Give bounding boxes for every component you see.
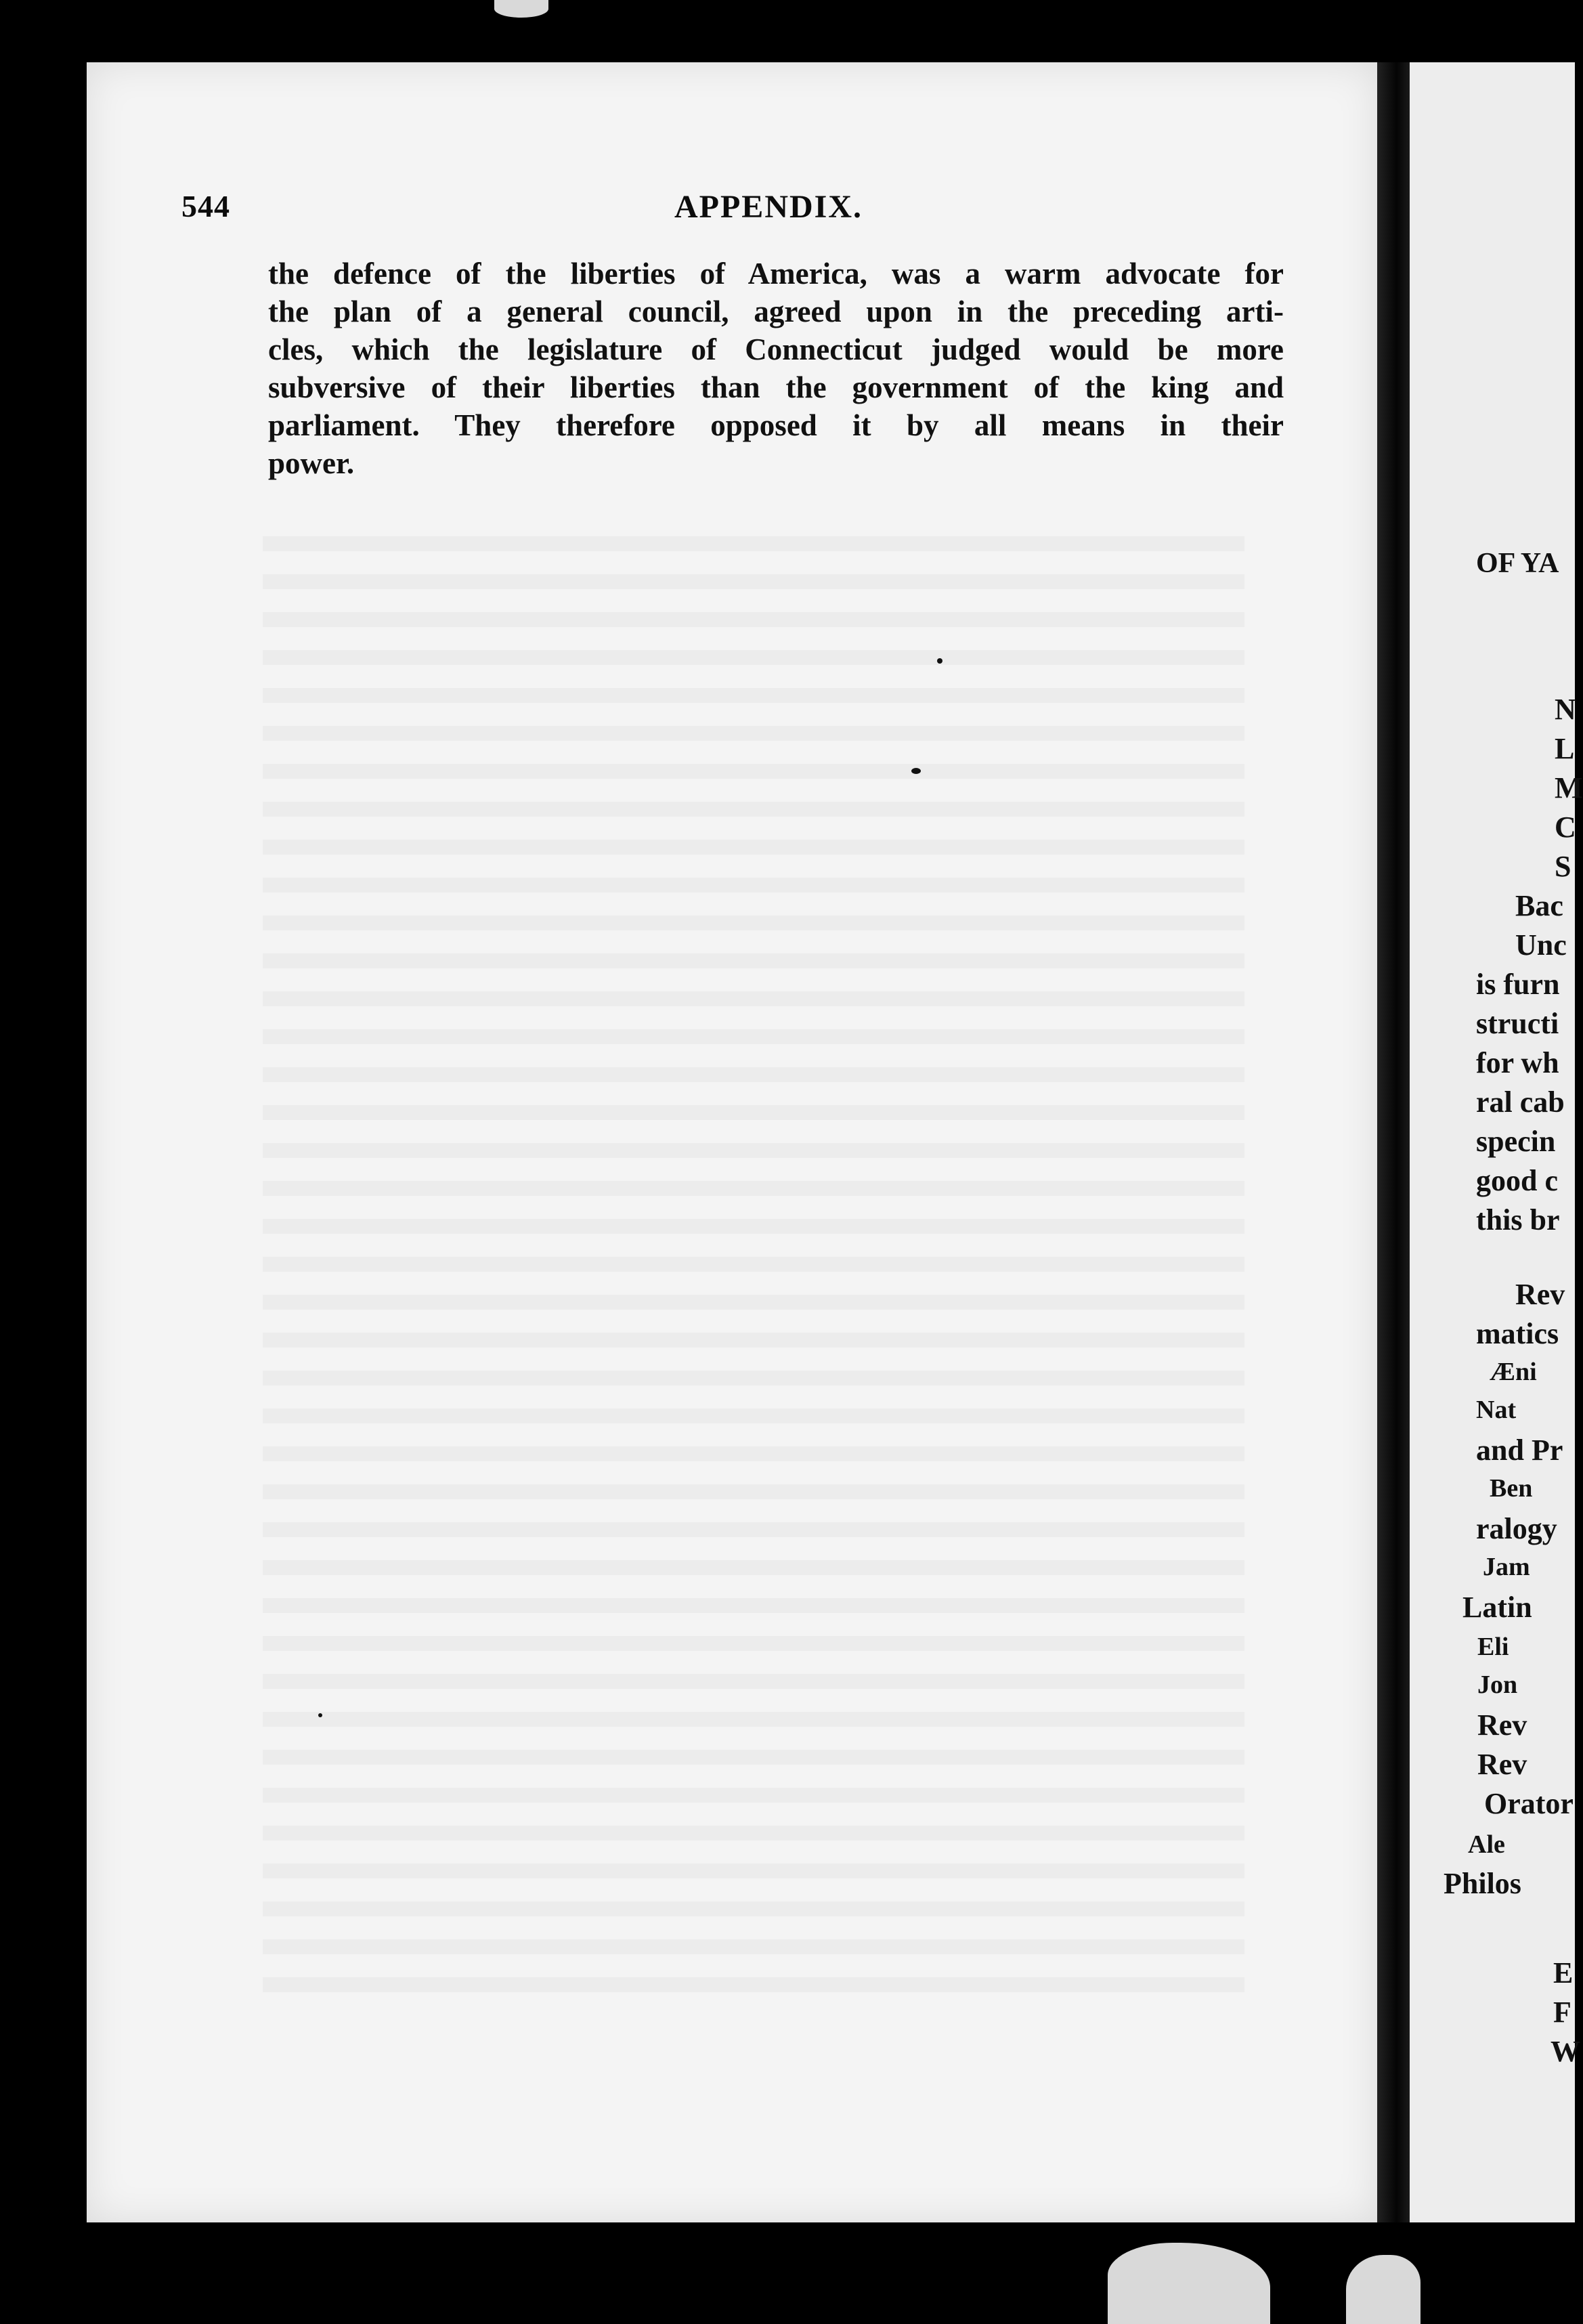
facing-fragment: is furn [1476, 968, 1560, 1001]
facing-page-text [1410, 62, 1583, 2222]
text-line: the defence of the liberties of America, was a warm advocate for [268, 257, 1284, 290]
facing-fragment: Latin [1462, 1591, 1532, 1624]
facing-fragment: for wh [1476, 1046, 1559, 1079]
facing-fragment: Rev [1515, 1278, 1565, 1311]
facing-fragment: Æni [1490, 1358, 1537, 1386]
facing-fragment: M [1555, 771, 1583, 804]
facing-fragment: E [1553, 1956, 1574, 1989]
facing-fragment: Philos [1444, 1867, 1521, 1900]
ink-speck [937, 658, 942, 664]
torn-paper-fragment [1346, 2255, 1421, 2324]
running-head [181, 188, 1289, 236]
facing-fragment: structi [1476, 1007, 1559, 1040]
facing-fragment: W [1551, 2035, 1580, 2068]
facing-fragment: Bac [1515, 889, 1563, 922]
torn-paper-fragment [494, 0, 548, 18]
facing-fragment: Jon [1477, 1671, 1518, 1699]
facing-fragment: Ale [1468, 1830, 1505, 1859]
facing-fragment: matics [1476, 1317, 1559, 1350]
facing-fragment: F [1553, 1996, 1571, 2029]
text-line: the plan of a general council, agreed upon in the preceding arti- [268, 295, 1284, 328]
gutter-shadow [1377, 62, 1410, 2222]
facing-fragment: Eli [1477, 1633, 1509, 1661]
text-line: cles, which the legislature of Connecticut judged would be more [268, 332, 1284, 366]
facing-fragment: ralogy [1476, 1512, 1557, 1545]
facing-fragment: specin [1476, 1125, 1556, 1158]
facing-fragment: ral cab [1476, 1085, 1565, 1119]
facing-fragment: C [1555, 811, 1576, 844]
facing-fragment: Ben [1490, 1474, 1533, 1503]
facing-heading: OF YA [1476, 548, 1559, 579]
text-line: parliament. They therefore opposed it by all means in their [268, 408, 1284, 442]
body-paragraph [268, 255, 1284, 482]
ink-speck [911, 768, 921, 774]
facing-page-edge [1410, 62, 1583, 2222]
facing-fragment: this br [1476, 1203, 1560, 1236]
facing-fragment: L [1555, 732, 1575, 765]
text-line: power. [268, 446, 355, 480]
facing-fragment: Unc [1515, 928, 1567, 962]
torn-paper-fragment [1108, 2243, 1270, 2324]
facing-fragment: N [1555, 693, 1576, 726]
running-title: APPENDIX. [674, 189, 863, 225]
facing-fragment: S [1555, 850, 1571, 883]
facing-fragment: and Pr [1476, 1434, 1563, 1467]
facing-fragment: Nat [1476, 1396, 1517, 1424]
facing-fragment: Rev [1477, 1748, 1527, 1781]
page-number: 544 [181, 189, 230, 223]
facing-fragment: Jam [1483, 1553, 1530, 1581]
text-line: subversive of their liberties than the government of the king and [268, 370, 1284, 404]
facing-fragment: good c [1476, 1164, 1558, 1197]
facing-fragment: Orator [1484, 1787, 1574, 1820]
ink-speck [318, 1713, 322, 1717]
facing-fragment: Rev [1477, 1708, 1527, 1742]
